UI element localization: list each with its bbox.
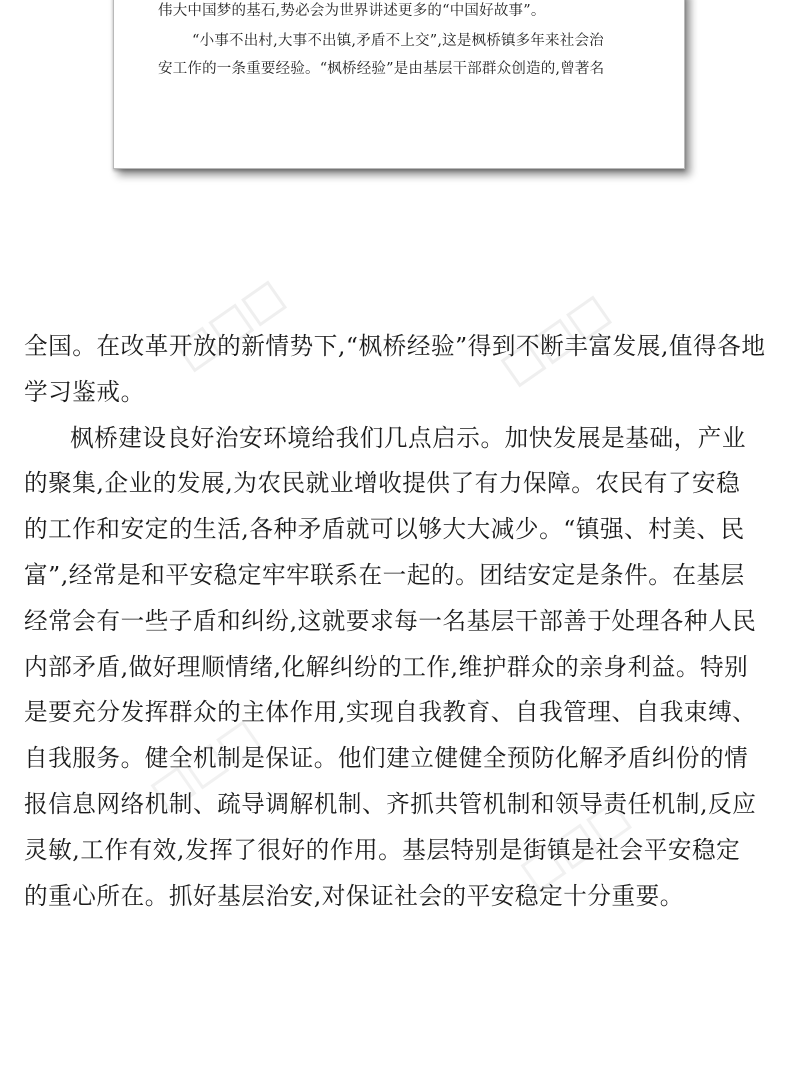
body-text-line: 是要充分发挥群众的主体作用,实现自我教育、自我管理、自我束缚、 xyxy=(24,698,757,727)
body-text-line: 的工作和安定的生活,各种矛盾就可以够大大减少。“镇强、村美、民 xyxy=(24,515,745,544)
body-text-line: 学习鉴戒。 xyxy=(24,377,145,406)
body-text-line: 的聚集,企业的发展,为农民就业增收提供了有力保障。农民有了安稳 xyxy=(24,469,741,498)
body-text-line: 经常会有一些子盾和纠纷,这就要求每一名基层干部善于处理各种人民 xyxy=(24,606,757,635)
document-card-preview xyxy=(113,0,685,169)
body-text-line: 富”,经常是和平安稳定牢牢联系在一起的。团结安定是条件。在基层 xyxy=(24,560,745,589)
body-text-line: 灵敏,工作有效,发挥了很好的作用。基层特别是街镇是社会平安稳定 xyxy=(24,835,741,864)
card-text-line: 伟大中国梦的基石,势必会为世界讲述更多的“中国好故事”。 xyxy=(158,3,546,19)
card-text-line: 安工作的一条重要经验。“枫桥经验”是由基层干部群众创造的,曾著名 xyxy=(158,61,605,77)
body-text-line: 报信息网络机制、疏导调解机制、齐抓共管机制和领导责任机制,反应 xyxy=(24,789,757,818)
body-text-line: 自我服务。健全机制是保证。他们建立健健全预防化解矛盾纠份的情 xyxy=(24,744,749,773)
card-text-line: “小事不出村,大事不出镇,矛盾不上交”,这是枫桥镇多年来社会治 xyxy=(192,33,604,49)
body-paragraph-start: 枫桥建设良好治安环境给我们几点启示。加快发展是基础，产业 xyxy=(70,423,747,452)
body-text-line: 的重心所在。抓好基层治安,对保证社会的平安稳定十分重要。 xyxy=(24,881,684,910)
document-body xyxy=(24,324,776,919)
body-text-line: 内部矛盾,做好理顺情绪,化解纠纷的工作,维护群众的亲身利益。特别 xyxy=(24,652,749,681)
body-text-line: 全国。在改革开放的新情势下,“枫桥经验”得到不断丰富发展,值得各地 xyxy=(24,332,766,360)
